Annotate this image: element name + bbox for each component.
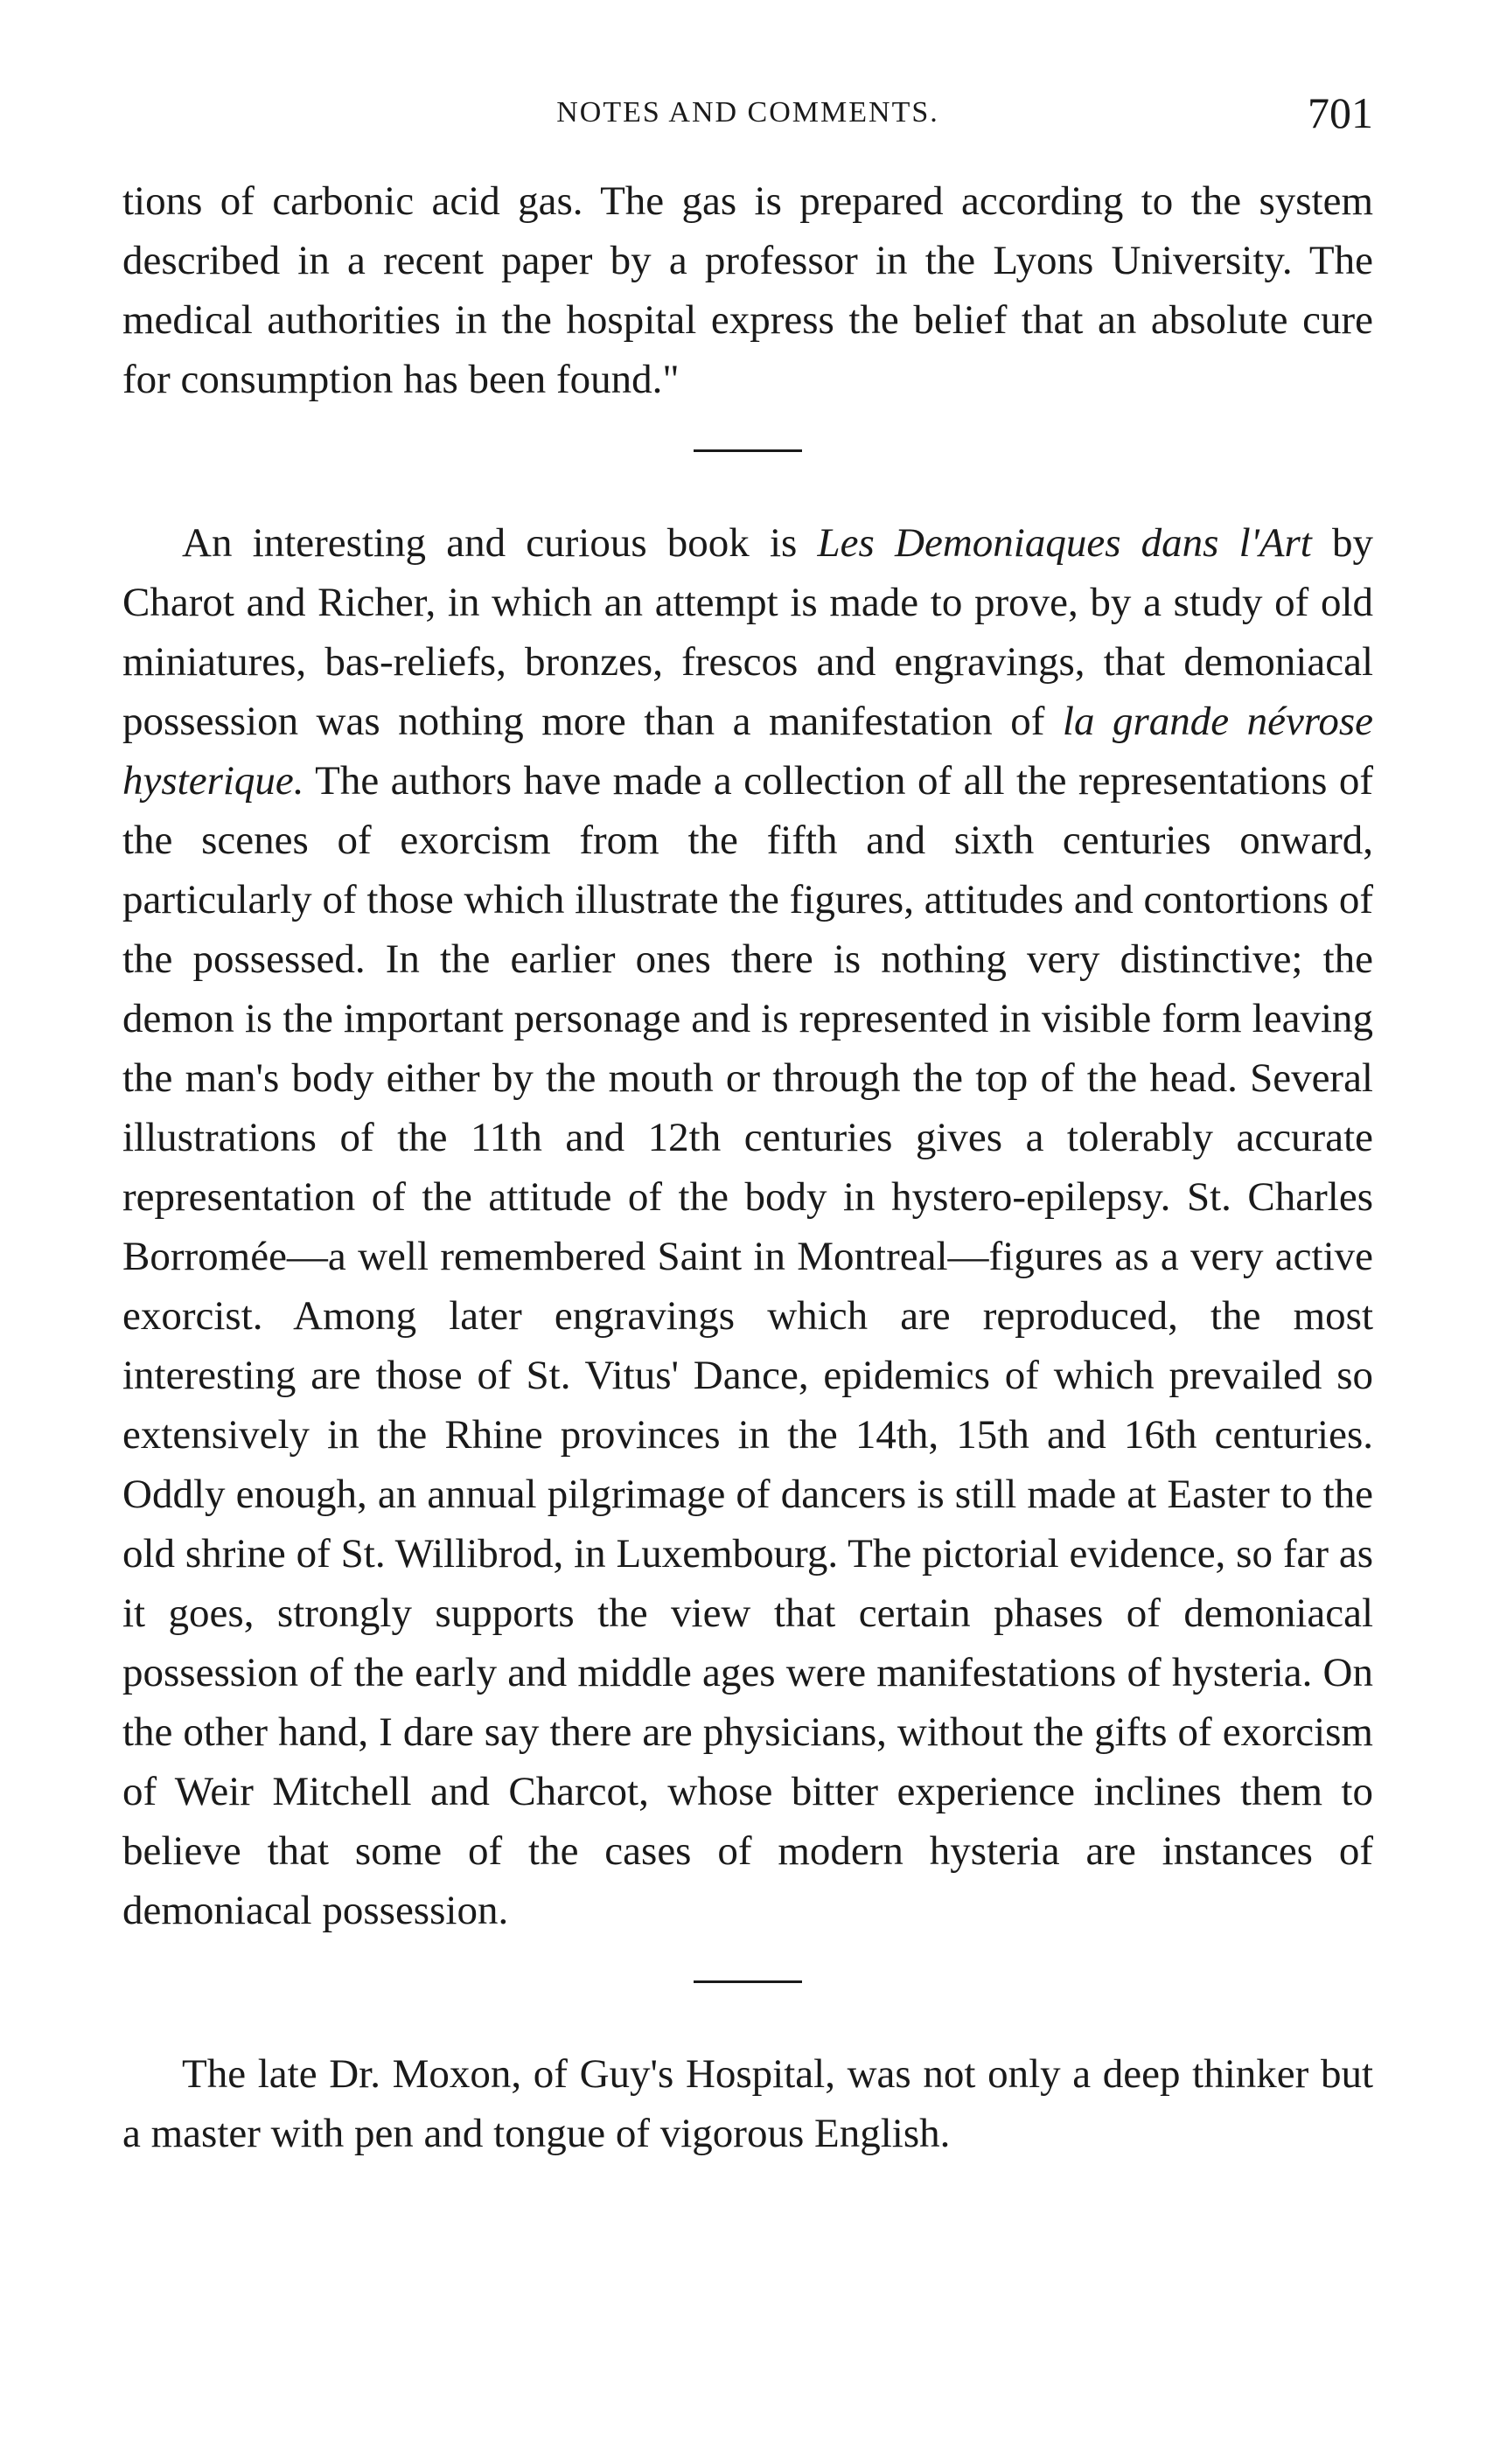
running-head [122,87,1373,157]
book-title: Les Demoniaques dans l'Art [817,520,1312,566]
body-text [122,171,1373,2163]
paragraph-continued: tions of carbonic acid gas. The gas is prepared according to the system described in a recent paper by a professor in the Lyons University. The medical authorities in the hospital express the belief that an absolute cure for consumption has been found." [122,178,1373,402]
running-title: NOTES AND COMMENTS. [556,96,939,129]
section-divider [694,449,802,452]
paragraph-moxon: The late Dr. Moxon, of Guy's Hospital, was not only a deep thinker but a master with pen and tongue of vigorous English. [122,2051,1373,2156]
section-divider [694,1980,802,1983]
page-number: 701 [1308,88,1373,137]
paragraph-mid: by Charot and Richer, in which an attempt is made to prove, by a study of old miniatures, bas-reliefs, bronzes, frescos and engravings, that demoniacal possession was nothing more than a manifestation of [122,520,1373,744]
paragraph-rest: The authors have made a collection of all the representations of the scenes of exorcism from the fifth and sixth centuries onward, particularly of those which illustrate the figures, attitudes and contortions of the possessed. In the earlier ones there is nothing very distinctive; the demon is the important personage and is represented in visible form leaving the man's body either by the mouth or through the top of the head. Several illustrations of the 11th and 12th centuries gives a tolerably accurate representation of the attitude of the body in hystero-epilepsy. St. Charles Borromée—a well remembered Saint in Montreal—figures as a very active exorcist. Among later engravings which are reproduced, the most interesting are those of St. Vitus' Dance, epidemics of which prevailed so extensively in the Rhine provinces in the 14th, 15th and 16th centuries. Oddly enough, an annual pilgrimage of dancers is still made at Easter to the old shrine of St. Willibrod, in Luxembourg. The pictorial evidence, so far as it goes, strongly supports the view that certain phases of demoniacal possession of the early and middle ages were manifestations of hysteria. On the other hand, I dare say there are physicians, without the gifts of exorcism of Weir Mitchell and Charcot, whose bitter experience inclines them to believe that some of the cases of modern hysteria are instances of demoniacal possession. [122,758,1373,1933]
italic-term: la grande névrose hysterique. [122,699,1374,804]
paragraph-demoniaques [122,513,1373,1940]
paragraph-intro: An interesting and curious book is [182,520,818,566]
